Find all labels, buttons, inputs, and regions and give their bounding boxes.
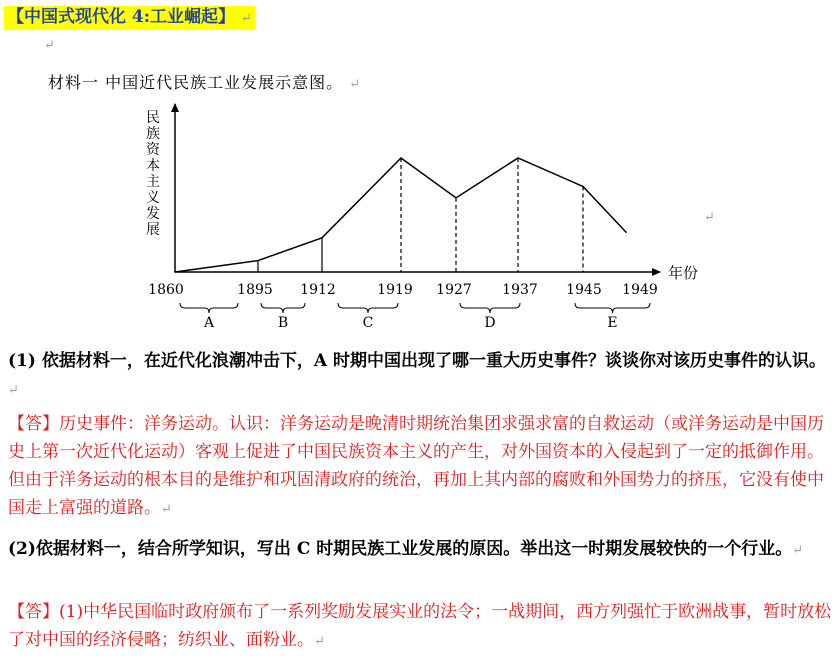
answer-2-text: (1)中华民国临时政府颁布了一系列奖励发展实业的法令；一战期间，西方列强忙于欧洲战事，暂时放松了对中国的经济侵略；纺织业、面粉业。	[8, 602, 832, 650]
period-label: C	[362, 315, 374, 330]
answer-1-text: 历史事件：洋务运动。认识：洋务运动是晚清时期统治集团求强求富的自救运动（或洋务运动是中国历史上第一次近代化运动）客观上促进了中国民族资本主义的产生，对外国资本的入侵起到了一定的抵御作用。但由于洋务运动的根本目的是维护和巩固清政府的统治，再加上其内部的腐败和外国势力的挤压，它没有使中国走上富强的道路。	[8, 414, 824, 518]
period-brace	[180, 303, 238, 313]
section-title	[4, 6, 255, 30]
paragraph-mark-icon: ↵	[792, 543, 804, 558]
data-point	[517, 157, 519, 159]
y-axis-label: 民族资本主义发展	[146, 110, 160, 238]
x-tick-label: 1945	[566, 282, 602, 298]
period-brace	[261, 303, 305, 313]
period-braces	[180, 303, 650, 330]
x-tick-label: 1937	[502, 282, 538, 298]
answer-1	[8, 410, 834, 524]
x-tick-label: 1949	[622, 282, 658, 298]
question-2-text: (2)依据材料一，结合所学知识，写出 C 时期民族工业发展的原因。举出这一时期发展较快的一个行业。	[8, 539, 793, 559]
material-label-text: 材料一 中国近代民族工业发展示意图。	[48, 73, 344, 92]
paragraph-mark-icon: ↵	[314, 634, 325, 649]
period-label: B	[277, 315, 289, 330]
data-point	[174, 271, 176, 273]
x-tick-label: 1860	[148, 282, 184, 298]
x-tick-label: 1927	[436, 282, 472, 298]
question-1-text: (1) 依据材料一，在近代化浪潮冲击下，A 时期中国出现了哪一重大历史事件？谈谈你对该历史事件的认识。	[8, 351, 826, 371]
question-2	[8, 535, 834, 565]
data-point	[625, 231, 627, 233]
paragraph-mark-icon: ↵	[44, 38, 55, 53]
period-brace	[338, 303, 398, 313]
material-label	[48, 70, 361, 93]
data-point	[455, 197, 457, 199]
answer-tag: 【答】	[8, 602, 59, 622]
dashed-guides	[258, 158, 583, 272]
paragraph-mark-icon: ↵	[8, 383, 19, 398]
answer-2	[8, 598, 834, 656]
data-point	[400, 157, 402, 159]
x-tick-labels	[148, 282, 658, 298]
paragraph-mark-icon: ↵	[240, 11, 252, 26]
x-tick-label: 1912	[300, 282, 336, 298]
section-title-text: 【中国式现代化 4:工业崛起】	[7, 7, 236, 27]
x-tick-label: 1919	[377, 282, 413, 298]
period-label: E	[607, 315, 618, 330]
data-point	[582, 186, 584, 188]
question-1	[8, 347, 834, 405]
data-point	[257, 260, 259, 262]
paragraph-mark-icon: ↵	[704, 210, 715, 225]
period-label: D	[484, 315, 496, 330]
x-axis-label: 年份	[667, 264, 699, 282]
paragraph-mark-icon: ↵	[161, 502, 172, 517]
x-tick-label: 1895	[237, 282, 273, 298]
period-brace	[460, 303, 520, 313]
paragraph-mark-icon: ↵	[349, 77, 362, 92]
period-brace	[575, 303, 650, 313]
period-label: A	[203, 315, 215, 330]
answer-tag: 【答】	[8, 414, 59, 434]
data-point	[321, 237, 323, 239]
